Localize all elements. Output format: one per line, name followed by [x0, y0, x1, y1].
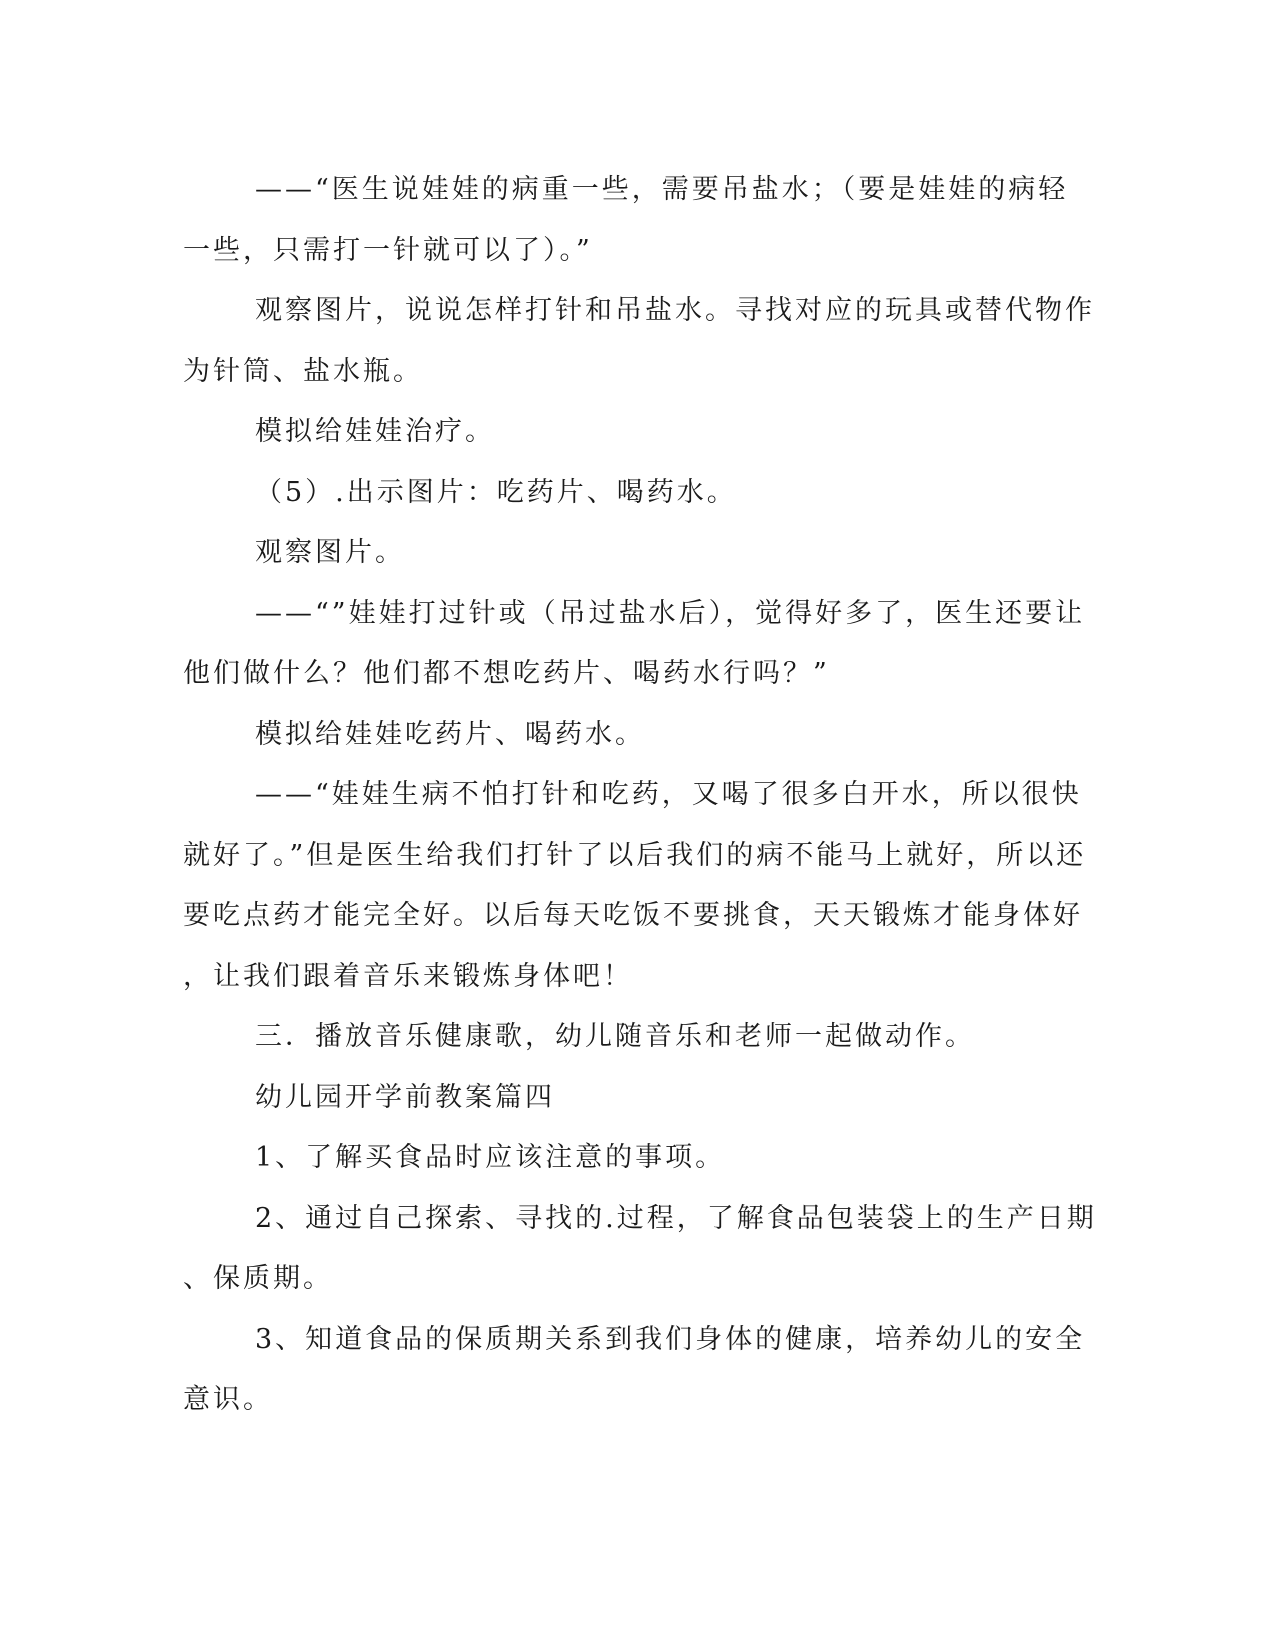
text-line: 3、知道食品的保质期关系到我们身体的健康，培养幼儿的安全: [255, 1323, 1086, 1355]
text-line: 2、通过自己探索、寻找的.过程，了解食品包装袋上的生产日期: [255, 1202, 1097, 1234]
text-line: 就好了。”但是医生给我们打针了以后我们的病不能马上就好，所以还: [183, 839, 1087, 871]
text-line: 他们做什么？他们都不想吃药片、喝药水行吗？”: [183, 658, 830, 689]
text-line: ——“医生说娃娃的病重一些，需要吊盐水；（要是娃娃的病轻: [255, 174, 1069, 205]
text-line: 观察图片。: [255, 537, 405, 568]
text-line: 为针筒、盐水瓶。: [183, 355, 423, 387]
text-line: 意识。: [183, 1384, 273, 1415]
text-line: 1、了解买食品时应该注意的事项。: [255, 1142, 726, 1173]
text-line: ——“娃娃生病不怕打针和吃药，又喝了很多白开水，所以很快: [255, 779, 1082, 810]
text-line: 模拟给娃娃治疗。: [255, 416, 495, 447]
text-line: 模拟给娃娃吃药片、喝药水。: [255, 718, 645, 750]
text-line: 要吃点药才能完全好。以后每天吃饭不要挑食，天天锻炼才能身体好: [183, 900, 1083, 931]
section-heading: 幼儿园开学前教案篇四: [255, 1081, 555, 1113]
text-line: ，让我们跟着音乐来锻炼身体吧！: [183, 960, 633, 992]
text-line: 三．播放音乐健康歌，幼儿随音乐和老师一起做动作。: [255, 1021, 975, 1052]
text-line: 、保质期。: [183, 1263, 333, 1294]
text-line: 观察图片，说说怎样打针和吊盐水。寻找对应的玩具或替代物作: [255, 295, 1095, 326]
text-line: （5）.出示图片：吃药片、喝药水。: [255, 476, 737, 508]
text-line: 一些，只需打一针就可以了）。”: [183, 234, 593, 266]
text-line: ——“”娃娃打过针或（吊过盐水后），觉得好多了，医生还要让: [255, 597, 1086, 629]
document-body: [183, 160, 1097, 1431]
